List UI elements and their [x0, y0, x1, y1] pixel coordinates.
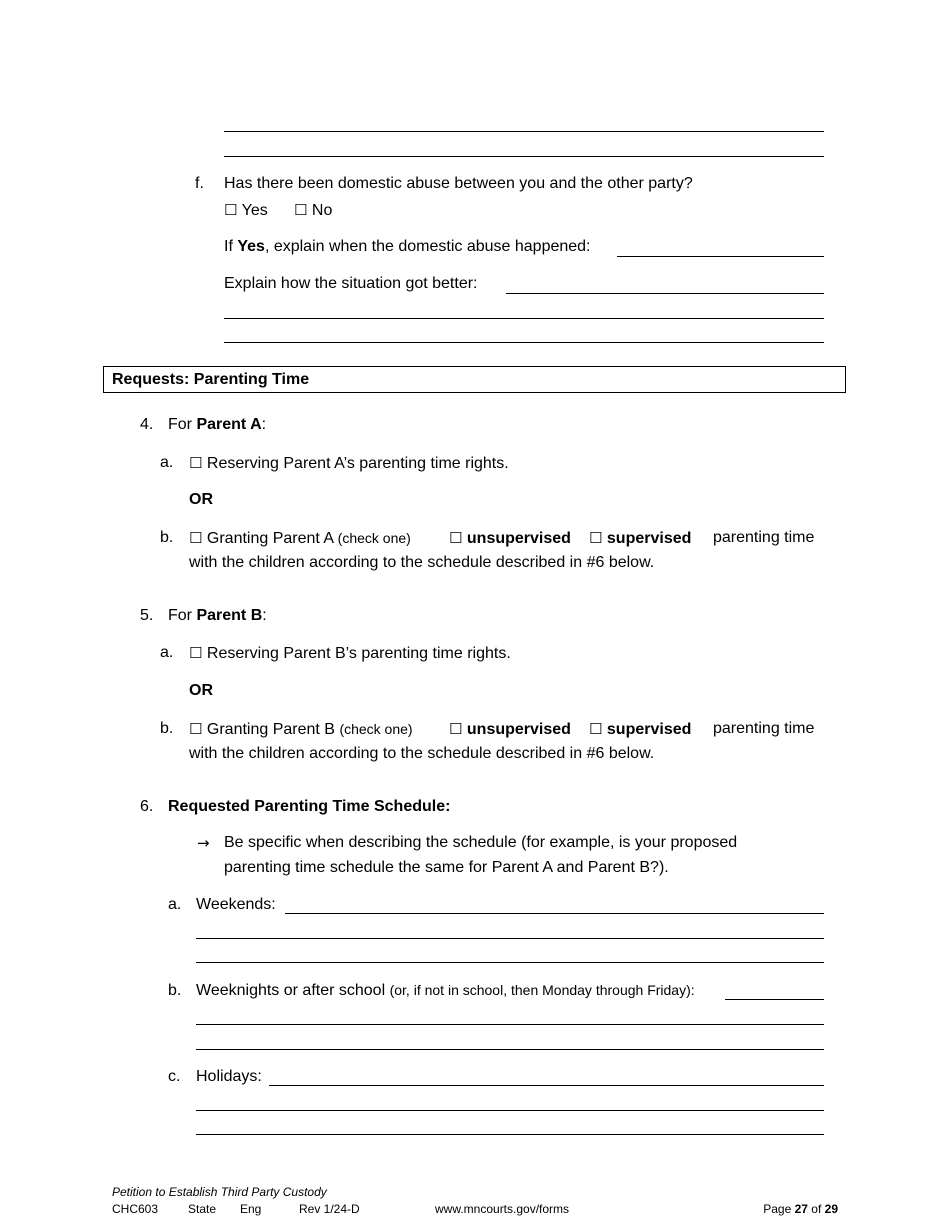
holidays-label: Holidays: — [196, 1068, 262, 1085]
weeknights-line-2[interactable] — [196, 1024, 824, 1025]
item5-supervised-checkbox[interactable]: ☐ — [589, 720, 603, 738]
arrow-icon: → — [197, 834, 210, 852]
footer-url[interactable]: www.mncourts.gov/forms — [435, 1202, 570, 1216]
footer-page-num: 27 — [794, 1202, 808, 1216]
item4-supervised-checkbox[interactable]: ☐ — [589, 529, 603, 547]
item5b-option[interactable] — [189, 720, 413, 739]
item4-supervised-option[interactable] — [589, 529, 691, 548]
item5a-option[interactable] — [189, 644, 511, 663]
weeknights-line[interactable] — [725, 999, 824, 1000]
item6-note-line1: Be specific when describing the schedule (for example, is your proposed — [224, 834, 738, 851]
item5-unsupervised-label: unsupervised — [466, 721, 571, 738]
if-word: If — [224, 238, 238, 255]
explain-better-label: Explain how the situation got better: — [224, 275, 478, 292]
item5-or: OR — [189, 682, 213, 699]
answer-line[interactable] — [224, 318, 824, 319]
item5b-check-one: (check one) — [339, 721, 413, 737]
explain-better-line[interactable] — [506, 293, 824, 294]
item4a-option[interactable] — [189, 454, 509, 473]
explain-when-line[interactable] — [617, 256, 824, 257]
item5-supervised-label: supervised — [606, 721, 692, 738]
item4a-text: Reserving Parent A’s parenting time rights. — [206, 455, 509, 472]
item4-supervised-label: supervised — [606, 530, 692, 547]
item5-unsupervised-checkbox[interactable]: ☐ — [449, 720, 463, 738]
item4b-option[interactable] — [189, 529, 411, 548]
no-option[interactable] — [294, 201, 332, 220]
item4a-checkbox[interactable]: ☐ — [189, 454, 203, 472]
yes-option[interactable] — [224, 201, 268, 220]
weekends-label: Weekends: — [196, 896, 276, 913]
footer-form-code: CHC603 — [112, 1202, 159, 1216]
holidays-line-2[interactable] — [196, 1110, 824, 1111]
no-checkbox[interactable]: ☐ — [294, 201, 308, 219]
item4-heading — [168, 416, 266, 434]
item4-colon: : — [261, 416, 267, 433]
item5-for: For — [168, 607, 197, 624]
weeknights-note: (or, if not in school, then Monday through Friday): — [389, 982, 695, 998]
item5-parenting-time: parenting time — [713, 720, 815, 737]
item6-number: 6. — [140, 798, 154, 815]
footer-lang: Eng — [240, 1202, 262, 1216]
footer-page-total: 29 — [824, 1202, 838, 1216]
item5b-line2: with the children according to the schedule described in #6 below. — [189, 745, 655, 762]
weeknights-line-3[interactable] — [196, 1049, 824, 1050]
weeknights-label — [196, 982, 695, 1000]
item5a-text: Reserving Parent B’s parenting time rights. — [206, 645, 511, 662]
item5b-checkbox[interactable]: ☐ — [189, 720, 203, 738]
footer-rev: Rev 1/24-D — [299, 1202, 360, 1216]
weeknights-label-text: Weeknights or after school — [196, 982, 386, 999]
item4-for: For — [168, 416, 197, 433]
item4-unsupervised-option[interactable] — [449, 529, 571, 548]
weekends-line[interactable] — [285, 913, 824, 914]
item6b-marker: b. — [168, 982, 182, 999]
explain-when-label — [224, 238, 591, 256]
item4-or: OR — [189, 491, 213, 508]
item4b-text: Granting Parent A — [206, 530, 334, 547]
item5-heading — [168, 607, 267, 625]
item5-colon: : — [262, 607, 267, 624]
item5-supervised-option[interactable] — [589, 720, 691, 739]
item5a-checkbox[interactable]: ☐ — [189, 644, 203, 662]
yes-checkbox[interactable]: ☐ — [224, 201, 238, 219]
item4a-marker: a. — [160, 454, 174, 471]
item4-unsupervised-checkbox[interactable]: ☐ — [449, 529, 463, 547]
holidays-line[interactable] — [269, 1085, 824, 1086]
item5b-marker: b. — [160, 720, 174, 737]
weekends-line-2[interactable] — [196, 938, 824, 939]
item5b-text: Granting Parent B — [206, 721, 335, 738]
item6-title: Requested Parenting Time Schedule: — [168, 798, 451, 815]
item4b-check-one: (check one) — [337, 530, 411, 546]
item6-note-line2: parenting time schedule the same for Parent A and Parent B?). — [224, 859, 669, 876]
no-label: No — [311, 202, 333, 219]
item4b-checkbox[interactable]: ☐ — [189, 529, 203, 547]
item6a-marker: a. — [168, 896, 182, 913]
item4-parenting-time: parenting time — [713, 529, 815, 546]
item5-unsupervised-option[interactable] — [449, 720, 571, 739]
item5-parent: Parent B — [196, 607, 263, 624]
answer-line[interactable] — [224, 156, 824, 157]
footer-state: State — [188, 1202, 217, 1216]
holidays-line-3[interactable] — [196, 1134, 824, 1135]
item5-number: 5. — [140, 607, 154, 624]
footer-form-title: Petition to Establish Third Party Custody — [112, 1185, 327, 1199]
footer-page-number — [763, 1202, 838, 1216]
item4-parent: Parent A — [196, 416, 262, 433]
item-f-marker: f. — [195, 175, 204, 192]
answer-line[interactable] — [224, 131, 824, 132]
item4-number: 4. — [140, 416, 154, 433]
yes-bold: Yes — [237, 238, 265, 255]
section-title: Requests: Parenting Time — [112, 371, 310, 388]
item-f-question: Has there been domestic abuse between you and the other party? — [224, 175, 693, 192]
yes-label: Yes — [241, 202, 268, 219]
section-header — [103, 366, 846, 393]
explain-when-text: , explain when the domestic abuse happened: — [264, 238, 591, 255]
item4b-line2: with the children according to the schedule described in #6 below. — [189, 554, 655, 571]
footer-page-word: Page — [763, 1202, 795, 1216]
item5a-marker: a. — [160, 644, 174, 661]
weekends-line-3[interactable] — [196, 962, 824, 963]
item4-unsupervised-label: unsupervised — [466, 530, 571, 547]
answer-line[interactable] — [224, 342, 824, 343]
item6c-marker: c. — [168, 1068, 181, 1085]
footer-of-word: of — [807, 1202, 825, 1216]
item4b-marker: b. — [160, 529, 174, 546]
